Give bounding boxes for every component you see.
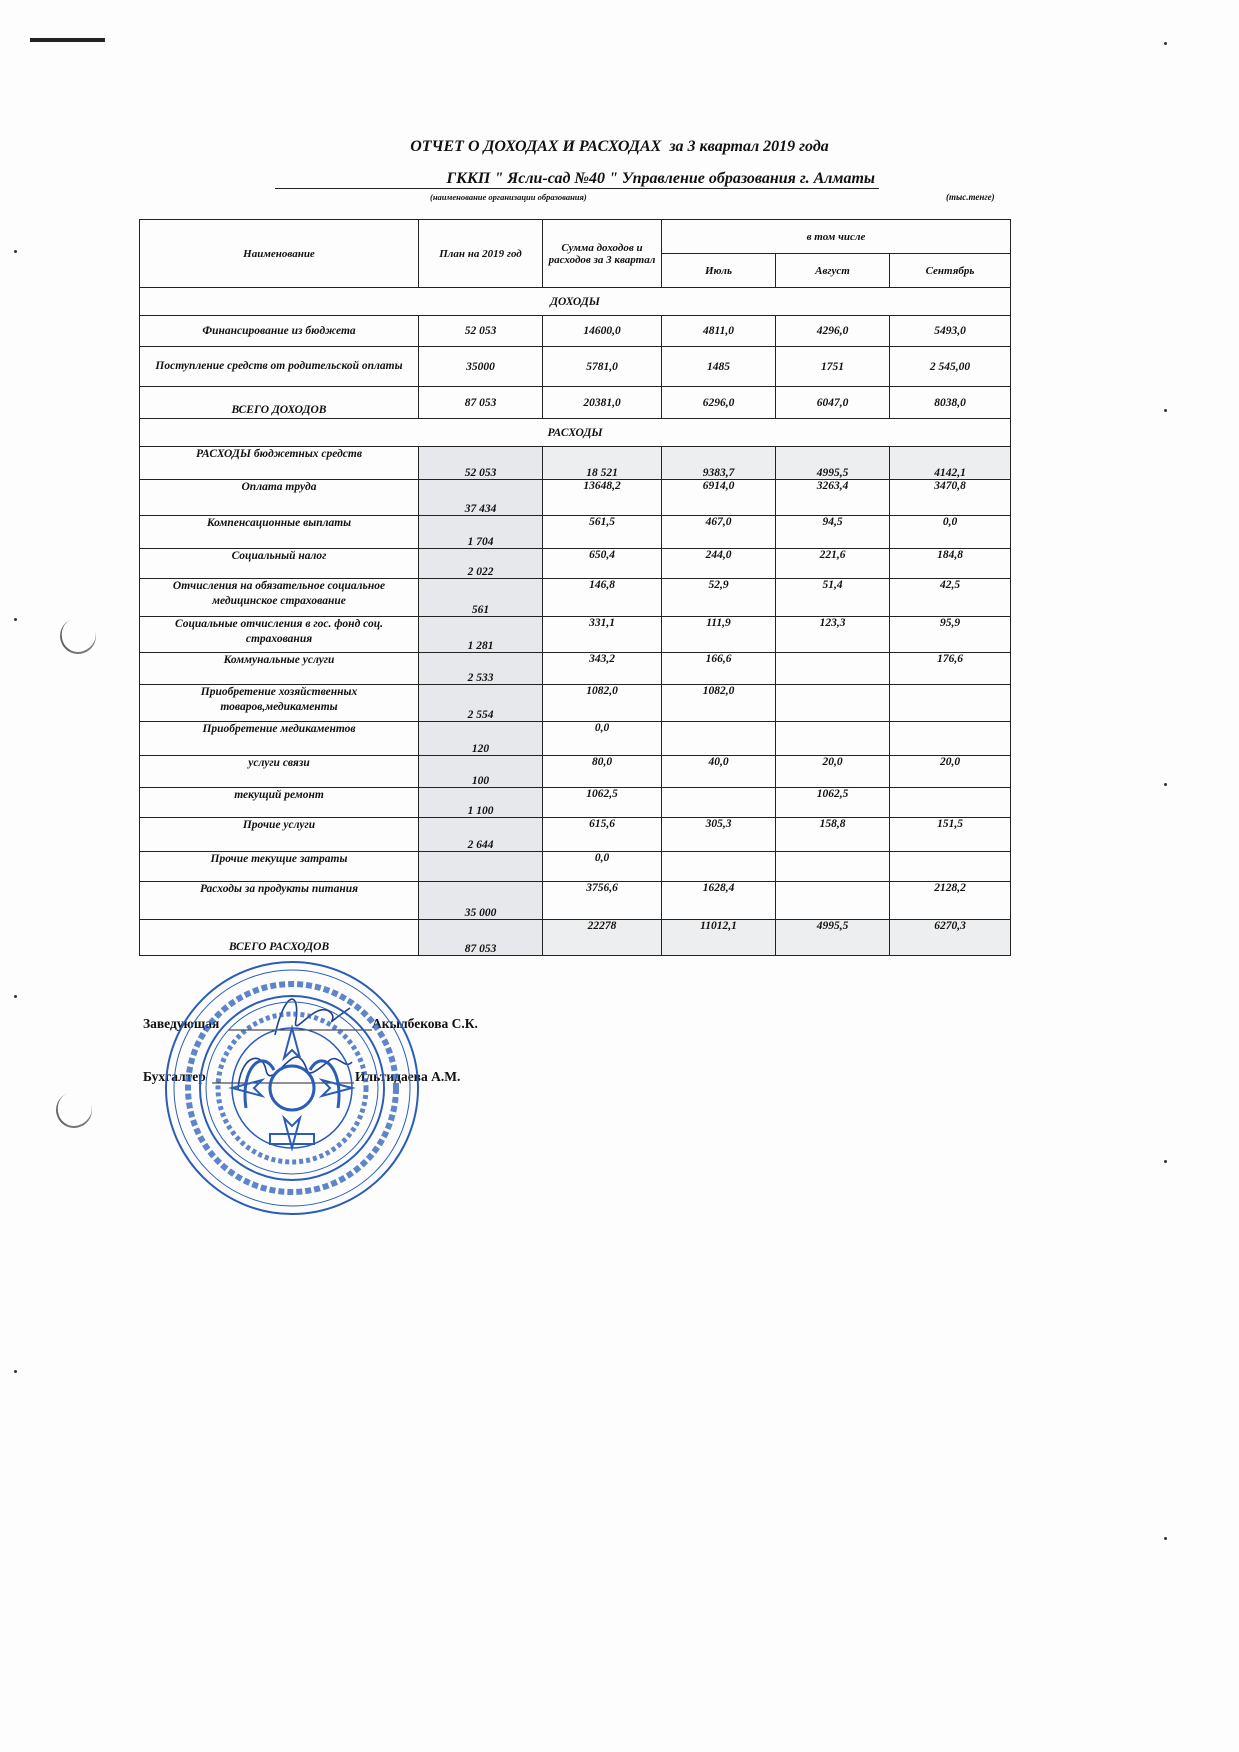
stamp-lettering-band [218, 1014, 366, 1162]
cell-plan: 37 434 [419, 480, 543, 516]
cell-m2: 4995,5 [776, 447, 890, 480]
cell-name: Социальный налог [140, 549, 419, 579]
header-including: в том числе [662, 220, 1011, 254]
header-plan: План на 2019 год [419, 220, 543, 288]
cell-sum: 13648,2 [543, 480, 662, 516]
cell-plan: 87 053 [419, 920, 543, 956]
cell-name: Приобретение медикаментов [140, 722, 419, 756]
cell-plan: 52 053 [419, 447, 543, 480]
cell-name: Прочие текущие затраты [140, 852, 419, 882]
cell-m2: 51,4 [776, 579, 890, 617]
cell-sum: 343,2 [543, 653, 662, 685]
header-name: Наименование [140, 220, 419, 288]
cell-m1: 9383,7 [662, 447, 776, 480]
cell-plan: 1 281 [419, 617, 543, 653]
cell-plan: 2 533 [419, 653, 543, 685]
head-signature-name: Акылбекова С.К. [372, 1016, 478, 1031]
cell-m2: 4296,0 [776, 316, 890, 347]
cell-m2: 3263,4 [776, 480, 890, 516]
cell-sum: 146,8 [543, 579, 662, 617]
cell-m3: 20,0 [890, 756, 1011, 788]
stamp-emblem-banner [270, 1134, 314, 1144]
cell-sum: 0,0 [543, 722, 662, 756]
cell-m2: 158,8 [776, 818, 890, 852]
cell-m2: 221,6 [776, 549, 890, 579]
cell-sum: 615,6 [543, 818, 662, 852]
cell-sum: 650,4 [543, 549, 662, 579]
cell-m2: 1062,5 [776, 788, 890, 818]
cell-m1: 52,9 [662, 579, 776, 617]
cell-m3: 4142,1 [890, 447, 1011, 480]
cell-sum: 20381,0 [543, 387, 662, 419]
cell-m1: 6914,0 [662, 480, 776, 516]
section-label: РАСХОДЫ [140, 419, 1011, 447]
cell-m3: 184,8 [890, 549, 1011, 579]
cell-m1: 11012,1 [662, 920, 776, 956]
official-round-stamp [162, 958, 422, 1218]
cell-m3: 95,9 [890, 617, 1011, 653]
cell-m3: 176,6 [890, 653, 1011, 685]
section-label: ДОХОДЫ [140, 288, 1011, 316]
cell-name: Финансирование из бюджета [140, 316, 419, 347]
cell-m2: 94,5 [776, 516, 890, 549]
cell-name: текущий ремонт [140, 788, 419, 818]
cell-m1: 166,6 [662, 653, 776, 685]
organization-name: ГККП " Ясли-сад №40 " Управление образования г. Алматы [275, 170, 879, 189]
cell-name: Приобретение хозяйственных товаров,медикаменты [140, 685, 419, 722]
accountant-signature-title: Бухгалтер [143, 1069, 206, 1084]
cell-name: Расходы за продукты питания [140, 882, 419, 920]
stamp-emblem-center [270, 1066, 314, 1110]
cell-plan: 35000 [419, 347, 543, 387]
cell-sum: 0,0 [543, 852, 662, 882]
cell-name: Отчисления на обязательное социальное медицинское страхование [140, 579, 419, 617]
cell-name: ВСЕГО РАСХОДОВ [140, 920, 419, 956]
cell-m1: 1628,4 [662, 882, 776, 920]
cell-m3: 8038,0 [890, 387, 1011, 419]
cell-m1: 467,0 [662, 516, 776, 549]
cell-m1: 244,0 [662, 549, 776, 579]
cell-plan: 35 000 [419, 882, 543, 920]
cell-plan: 2 554 [419, 685, 543, 722]
cell-m3: 2128,2 [890, 882, 1011, 920]
stamp-outer-ring [166, 962, 418, 1214]
cell-m1: 1082,0 [662, 685, 776, 722]
cell-m2: 6047,0 [776, 387, 890, 419]
cell-m2: 20,0 [776, 756, 890, 788]
cell-m1: 40,0 [662, 756, 776, 788]
cell-m1: 6296,0 [662, 387, 776, 419]
head-signature-title: Заведующая [143, 1016, 220, 1031]
cell-m1: 305,3 [662, 818, 776, 852]
cell-plan: 52 053 [419, 316, 543, 347]
cell-name: ВСЕГО ДОХОДОВ [140, 387, 419, 419]
cell-plan: 2 022 [419, 549, 543, 579]
cell-m1: 111,9 [662, 617, 776, 653]
header-month-september: Сентябрь [890, 254, 1011, 288]
cell-m1: 1485 [662, 347, 776, 387]
cell-name: Социальные отчисления в гос. фонд соц. страхования [140, 617, 419, 653]
cell-name: Прочие услуги [140, 818, 419, 852]
cell-sum: 1082,0 [543, 685, 662, 722]
cell-name: Компенсационные выплаты [140, 516, 419, 549]
report-title-main: ОТЧЕТ О ДОХОДАХ И РАСХОДАХ [410, 138, 662, 155]
cell-m2: 4995,5 [776, 920, 890, 956]
cell-m2: 123,3 [776, 617, 890, 653]
cell-m3: 151,5 [890, 818, 1011, 852]
cell-name: Оплата труда [140, 480, 419, 516]
cell-m2: 1751 [776, 347, 890, 387]
header-month-august: Август [776, 254, 890, 288]
cell-m1: 4811,0 [662, 316, 776, 347]
cell-name: Поступление средств от родительской оплаты [140, 347, 419, 387]
cell-plan: 100 [419, 756, 543, 788]
organization-caption: (наименование организации образования) [430, 192, 587, 202]
stamp-ring [174, 970, 410, 1206]
cell-m3: 3470,8 [890, 480, 1011, 516]
report-title-period: за 3 квартал 2019 года [669, 138, 829, 155]
cell-m3: 42,5 [890, 579, 1011, 617]
stamp-emblem-ring [232, 1028, 352, 1148]
cell-plan: 1 704 [419, 516, 543, 549]
cell-plan: 120 [419, 722, 543, 756]
header-month-july: Июль [662, 254, 776, 288]
cell-sum: 3756,6 [543, 882, 662, 920]
cell-name: РАСХОДЫ бюджетных средств [140, 447, 419, 480]
header-sum: Сумма доходов и расходов за 3 квартал [543, 220, 662, 288]
cell-name: услуги связи [140, 756, 419, 788]
cell-sum: 561,5 [543, 516, 662, 549]
cell-sum: 1062,5 [543, 788, 662, 818]
cell-plan: 1 100 [419, 788, 543, 818]
cell-sum: 18 521 [543, 447, 662, 480]
cell-plan: 2 644 [419, 818, 543, 852]
cell-sum: 22278 [543, 920, 662, 956]
cell-sum: 14600,0 [543, 316, 662, 347]
accountant-signature-name: Ильтидаева А.М. [355, 1069, 461, 1084]
cell-m3: 2 545,00 [890, 347, 1011, 387]
cell-m3: 5493,0 [890, 316, 1011, 347]
cell-sum: 5781,0 [543, 347, 662, 387]
cell-m3: 6270,3 [890, 920, 1011, 956]
cell-plan: 561 [419, 579, 543, 617]
cell-plan: 87 053 [419, 387, 543, 419]
stamp-emblem-wings [245, 1061, 339, 1108]
cell-m3: 0,0 [890, 516, 1011, 549]
units-label: (тыс.тенге) [946, 192, 995, 202]
stamp-ring [200, 996, 384, 1180]
cell-sum: 80,0 [543, 756, 662, 788]
cell-name: Коммунальные услуги [140, 653, 419, 685]
cell-sum: 331,1 [543, 617, 662, 653]
